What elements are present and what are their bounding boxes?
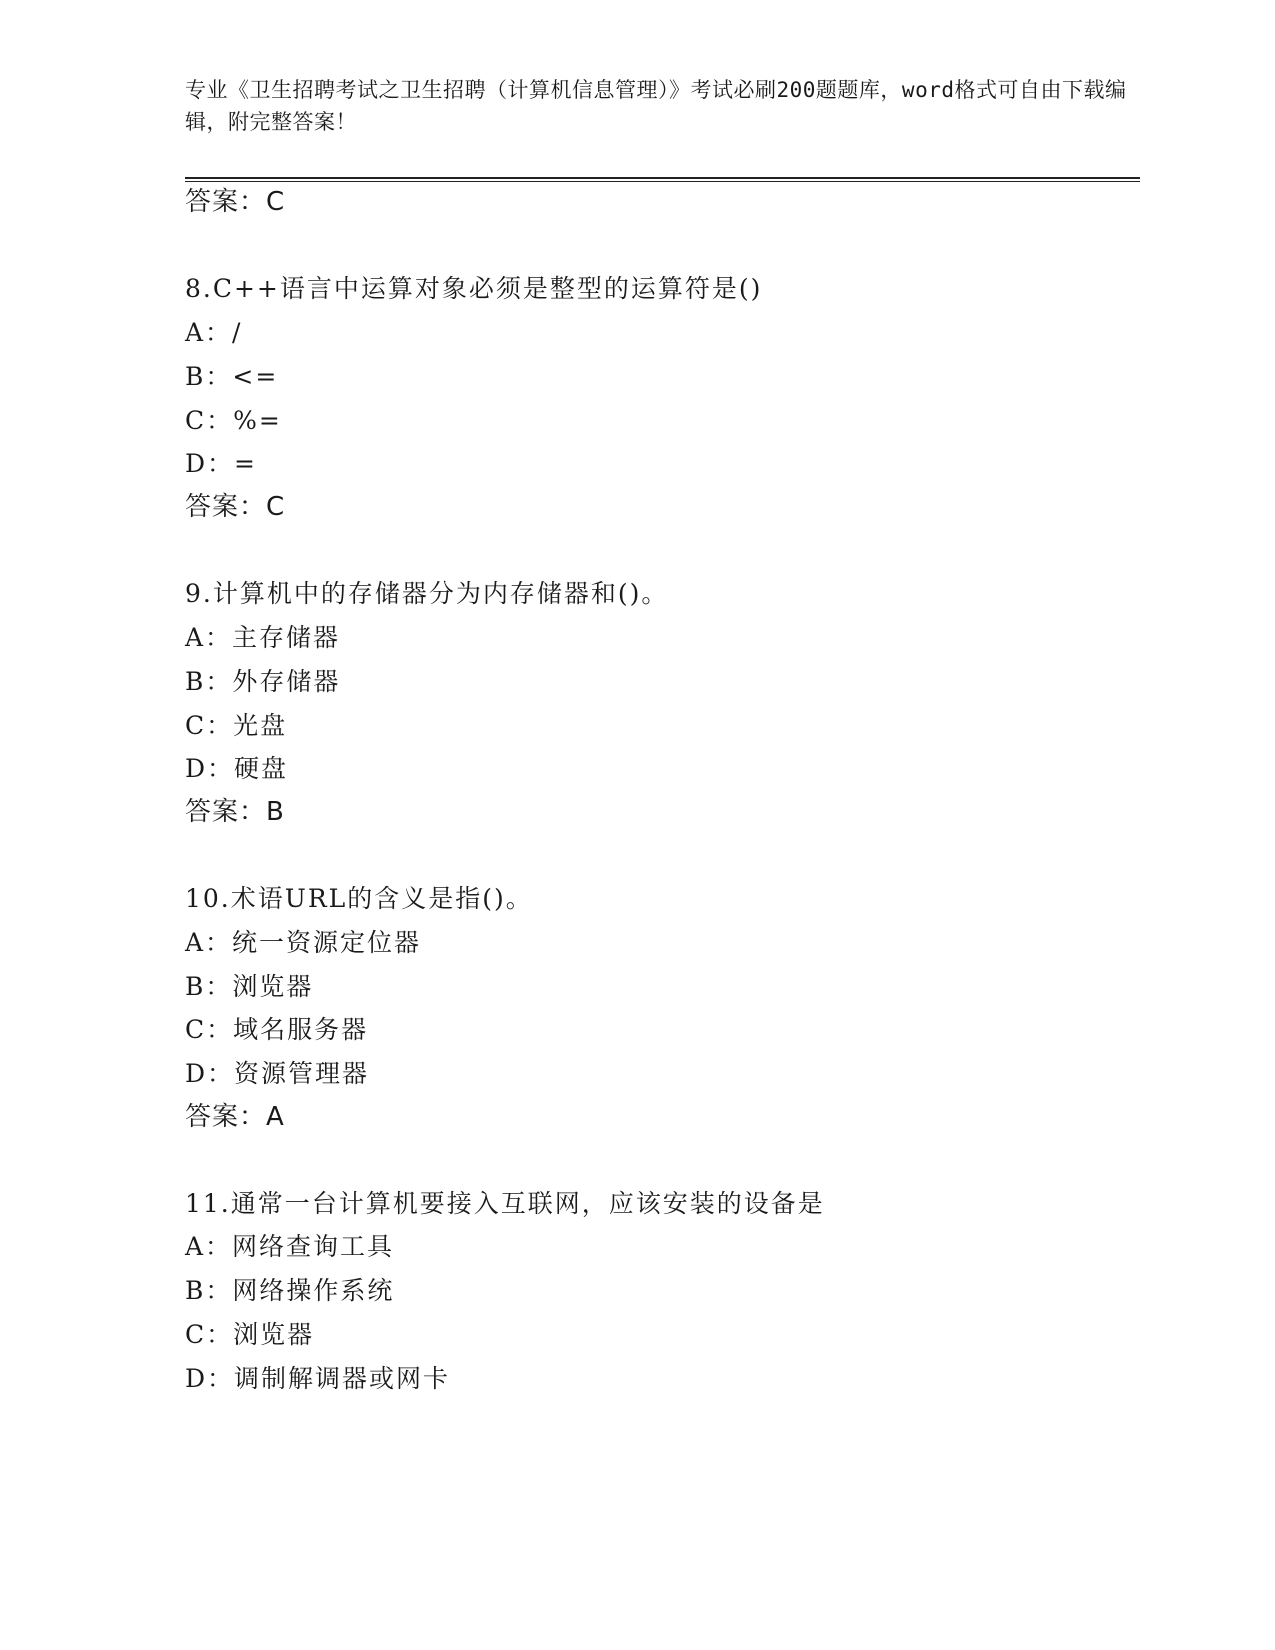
question-text: 8.C++语言中运算对象必须是整型的运算符是()	[185, 274, 763, 303]
option-a: A：主存储器	[185, 623, 341, 652]
option-c: C：浏览器	[185, 1320, 315, 1349]
option-d: D：硬盘	[185, 754, 289, 783]
answer-line: 答案：A	[185, 1102, 285, 1132]
question-text: 10.术语URL的含义是指()。	[185, 884, 533, 913]
option-d: D：=	[185, 449, 257, 478]
option-b: B：浏览器	[185, 972, 314, 1001]
option-a: A：统一资源定位器	[185, 928, 422, 957]
option-c: C：%=	[185, 406, 282, 435]
answer-line: 答案：C	[185, 187, 286, 217]
option-c: C：域名服务器	[185, 1015, 369, 1044]
question-text: 11.通常一台计算机要接入互联网，应该安装的设备是	[185, 1189, 825, 1218]
option-d: D：资源管理器	[185, 1059, 370, 1088]
option-b: B：网络操作系统	[185, 1276, 395, 1305]
header-divider	[185, 177, 1140, 182]
document-header: 专业《卫生招聘考试之卫生招聘（计算机信息管理）》考试必刷200题题库，word格式可自由下载编辑，附完整答案！	[185, 78, 1127, 134]
option-a: A：/	[185, 318, 243, 347]
option-b: B：<=	[185, 362, 279, 391]
option-d: D：调制解调器或网卡	[185, 1364, 451, 1393]
document-page	[185, 0, 1140, 1650]
answer-line: 答案：B	[185, 797, 285, 827]
option-a: A：网络查询工具	[185, 1232, 395, 1261]
option-b: B：外存储器	[185, 667, 341, 696]
answer-line: 答案：C	[185, 492, 286, 522]
question-text: 9.计算机中的存储器分为内存储器和()。	[185, 579, 669, 608]
option-c: C：光盘	[185, 711, 288, 740]
